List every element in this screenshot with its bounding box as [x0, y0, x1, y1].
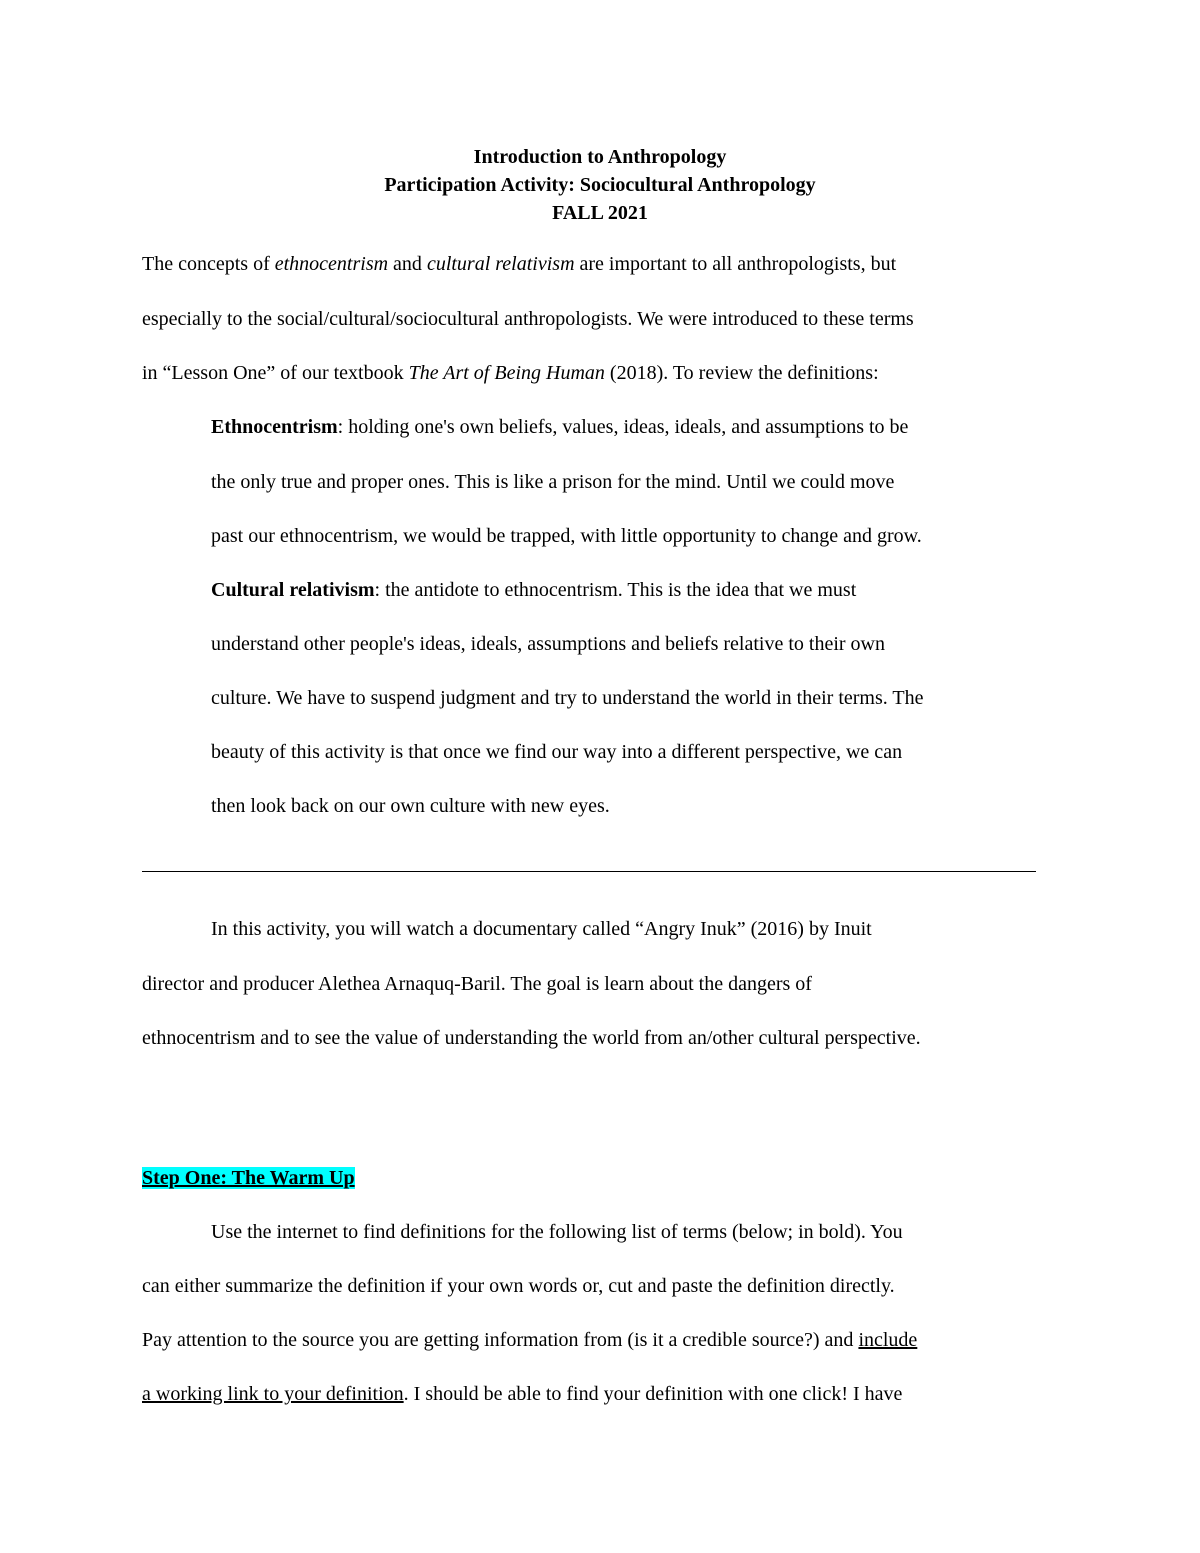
- definition-line: culture. We have to suspend judgment and try to understand the world in their terms. The: [211, 687, 924, 709]
- step-one-line-2: can either summarize the definition if your own words or, cut and paste the definition directly.: [142, 1275, 895, 1297]
- term-cultural-relativism: Cultural relativism: [211, 579, 375, 601]
- activity-line-3: ethnocentrism and to see the value of understanding the world from an/other cultural perspective.: [142, 1027, 921, 1049]
- step-one-line-3: Pay attention to the source you are getting information from (is it a credible source?) and include: [142, 1329, 918, 1351]
- step-one-line-4: a working link to your definition. I should be able to find your definition with one click! I have: [142, 1383, 903, 1405]
- definition-line: beauty of this activity is that once we find our way into a different perspective, we can: [211, 741, 903, 763]
- intro-line-3: in “Lesson One” of our textbook The Art of Being Human (2018). To review the definitions:: [142, 362, 879, 384]
- definition-line: understand other people's ideas, ideals, assumptions and beliefs relative to their own: [211, 633, 885, 655]
- intro-line-2: especially to the social/cultural/sociocultural anthropologists. We were introduced to these terms: [142, 308, 914, 330]
- step-one-heading: Step One: The Warm Up: [142, 1167, 355, 1189]
- definition-cultural-relativism: Cultural relativism: the antidote to ethnocentrism. This is the idea that we must: [211, 579, 857, 601]
- definition-line: past our ethnocentrism, we would be trapped, with little opportunity to change and grow.: [211, 525, 922, 547]
- definition-line: then look back on our own culture with new eyes.: [211, 795, 610, 817]
- activity-line-1: In this activity, you will watch a documentary called “Angry Inuk” (2016) by Inuit: [211, 918, 872, 940]
- term-ethnocentrism: Ethnocentrism: [211, 416, 338, 438]
- horizontal-divider: [142, 871, 1036, 872]
- course-title: Introduction to Anthropology: [473, 146, 727, 168]
- definition-line: the only true and proper ones. This is like a prison for the mind. Until we could move: [211, 471, 895, 493]
- step-one-line-1: Use the internet to find definitions for the following list of terms (below; in bold). You: [211, 1221, 903, 1243]
- intro-line-1: The concepts of ethnocentrism and cultural relativism are important to all anthropologists, but: [142, 253, 897, 275]
- definition-ethnocentrism: Ethnocentrism: holding one's own beliefs, values, ideas, ideals, and assumptions to be: [211, 416, 909, 438]
- term-title: FALL 2021: [552, 202, 648, 224]
- activity-title: Participation Activity: Sociocultural Anthropology: [384, 174, 816, 196]
- activity-line-2: director and producer Alethea Arnaquq-Baril. The goal is learn about the dangers of: [142, 973, 812, 995]
